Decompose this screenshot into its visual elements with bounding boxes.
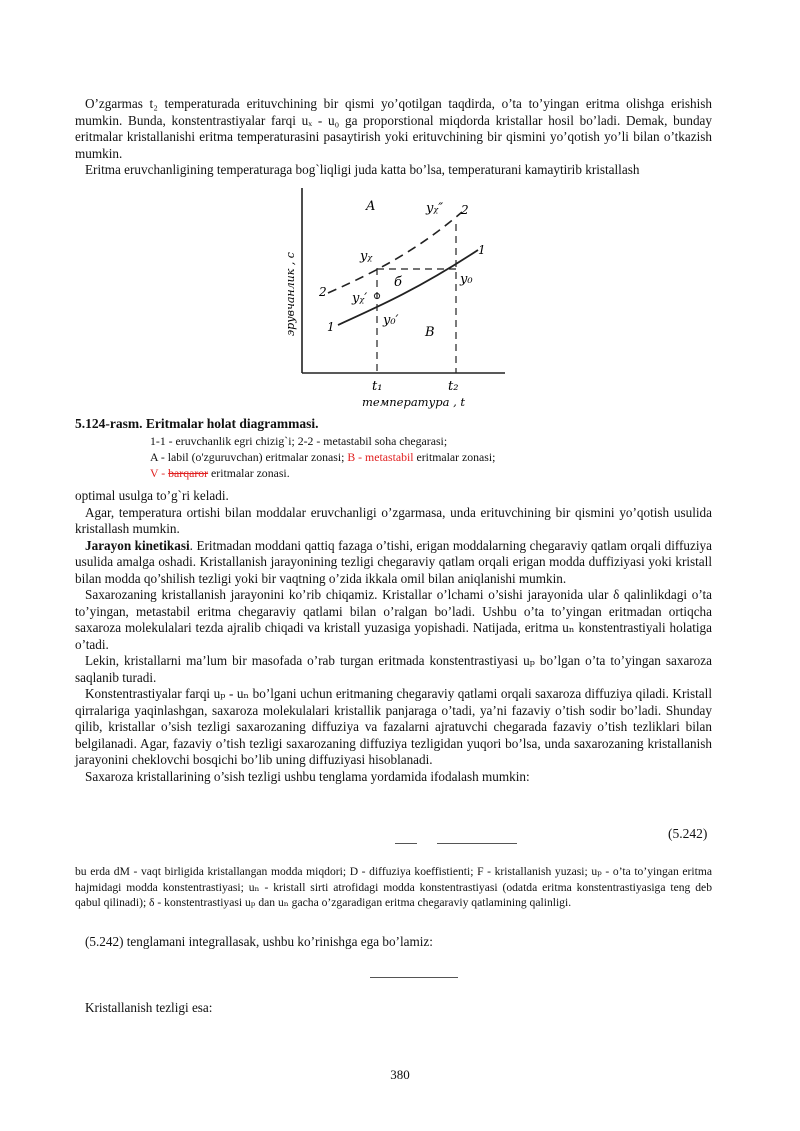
legend-zone-v-letter: V - (150, 466, 169, 480)
figure-caption: 5.124-rasm. Eritmalar holat diagrammasi. (75, 416, 319, 431)
zone-a-label: A (366, 199, 376, 214)
label-yx-top: yᵪ″ (426, 201, 444, 216)
paragraph-5-heading: Jarayon kinetikasi (85, 537, 190, 553)
label-curve1-start: 1 (327, 320, 335, 334)
label-y0: y₀ (460, 272, 473, 287)
x-axis-label: температура , t (362, 395, 466, 409)
legend-zone-v-rest: eritmalar zonasi. (208, 466, 290, 480)
paragraph-7: Lekin, kristallarni ma’lum bir masofada o’rab turgan eritmada konstentrastiyasi uₚ bo’lgan o’ta to’yingan saxaroza saqlanib turadi. (75, 653, 712, 685)
zone-b-label: б (394, 275, 402, 290)
page-number: 380 (390, 1067, 410, 1082)
state-diagram (280, 188, 510, 413)
text-block-middle (75, 488, 712, 785)
integral-fraction-line (370, 977, 458, 978)
equation-fraction-lines (395, 835, 517, 853)
legend-zone-v-word: barqaror (168, 466, 209, 480)
y-axis-label: эрувчанлик , с (284, 252, 297, 336)
label-y0-prime: y₀′ (383, 313, 399, 328)
figure-legend-line-2 (150, 449, 495, 465)
figure-legend-line-1: 1-1 - eruvchanlik egri chizig`i; 2-2 - metastabil soha chegarasi; (150, 434, 448, 448)
paragraph-5-body: . Eritmadan moddani qattiq fazaga o’tishi, erigan moddalarning chegaraviy qatlam orqali diffuziya usulida amalga oshadi. Kristallanish jarayonining tezligi chegaraviy qatlam orqali erigan modda duffiziyasi yoki kristall bilan modda qo’shilish tezligi yoki bir vaqtning o’zida ikkala omil bilan aniqlanishi mumkin. (75, 537, 712, 586)
legend-zone-b-rest: eritmalar zonasi; (413, 450, 496, 464)
paragraph-5 (75, 538, 712, 588)
label-t2: t₂ (448, 379, 459, 394)
legend-zone-a: A - labil (o'zguruvchan) eritmalar zonasi; (150, 450, 348, 464)
paragraph-11: Kristallanish tezligi esa: (85, 1000, 213, 1015)
solubility-curve (338, 250, 478, 325)
paragraph-9: Saxaroza kristallarining o’sish tezligi ushbu tenglama yordamida ifodalash mumkin: (85, 768, 530, 784)
label-t1: t₁ (372, 379, 383, 394)
label-yx-prime: yᵪ′ (352, 291, 368, 306)
definitions: bu erda dM - vaqt birligida kristallangan modda miqdori; D - diffuziya koeffistienti; F - kristallanish yuzasi; uₚ - o’ta to’yingan eritma hajmidagi modda konstentrastiyasi; uₙ - kristall sirti atrofidagi modda konstentrastiyasi (odatda eritma konstentrastiyasiga teng deb qabul qilinadi); δ - konstentrastiyasi uₚ dan uₙ gacha o’zgaradigan eritma chegaraviy qatlamining qalinligi. (75, 865, 712, 909)
paragraph-10: (5.242) tenglamani integrallasak, ushbu ko’rinishga ega bo’lamiz: (85, 934, 433, 949)
label-curve2-start: 2 (319, 285, 327, 299)
text-block-integral (75, 934, 712, 951)
label-curve2-end: 2 (461, 203, 469, 217)
paragraph-4: Agar, temperatura ortishi bilan moddalar eruvchanligi o’zgarmasa, unda erituvchining bir qismini yo’qotish usulida kristallash mumkin. (75, 504, 712, 536)
paragraph-6: Saxarozaning kristallanish jarayonini ko’rib chiqamiz. Kristallar o’lchami o’sishi jarayonida ular δ qalinlikdagi o’ta to’yingan, metastabil eritma chegaraviy qatlami bilan o’ralgan bo’ladi. Ushbu o’ta to’yingan eritmadan ortiqcha saxaroza molekulalari tezda ajralib chiqadi va kristall yuzasiga yopishadi. Natijada, eritma uₙ konstentrastiyali holatiga o’tadi. (75, 587, 712, 652)
figure-legend-line-3 (150, 465, 290, 481)
label-curve1-end: 1 (478, 243, 486, 257)
paragraph-3: optimal usulga to’g`ri keladi. (75, 488, 229, 503)
zone-v-label: B (425, 325, 435, 340)
legend-zone-b: B - metastabil (347, 450, 414, 464)
paragraph-8: Konstentrastiyalar farqi uₚ - uₙ bo’lgani uchun eritmaning chegaraviy qatlami orqali saxaroza diffuziya qiladi. Kristall qirralariga yaqinlashgan, saxaroza molekulalari kristallik panjaraga o’tadi, ya’ni fazaviy o’tish sodir bo’ladi. Shunday qilib, kristallar o’sish tezligi saxarozaning diffuziya va fazalarni ajratuvchi chegarada fazaviy o’tish tezliklari bilan belgilanadi. Agar, fazaviy o’tish tezligi saxarozaning diffuziya tezligidan yuqori bo’lsa, unda saxarozaning kristallanish jarayonini cheklovchi bosqichi bo’lib uning diffuziyasi hisoblanadi. (75, 686, 712, 767)
label-yx: yᵪ (360, 249, 373, 264)
text-block-top (75, 96, 712, 179)
paragraph-1: O’zgarmas t₂ temperaturada erituvchining bir qismi yo’qotilgan taqdirda, o’ta to’yingan eritma olishga erishish mumkin. Bunda, konstentrastiyalar farqi uₓ - u₀ ga proporstional miqdorda kristallar hosil bo’ladi. Demak, bunday eritmalar kristallanishi eritma temperaturasini pasaytirish yoki erituvchining bir qismini yo’qotish yo’li bilan o’tkazish mumkin. (75, 96, 712, 161)
paragraph-2: Eritma eruvchanligining temperaturaga bog`liqligi juda katta bo’lsa, temperaturani kamaytirib kristallash (85, 162, 640, 177)
text-block-bottom (75, 1000, 712, 1017)
equation-number: (5.242) (668, 826, 708, 841)
